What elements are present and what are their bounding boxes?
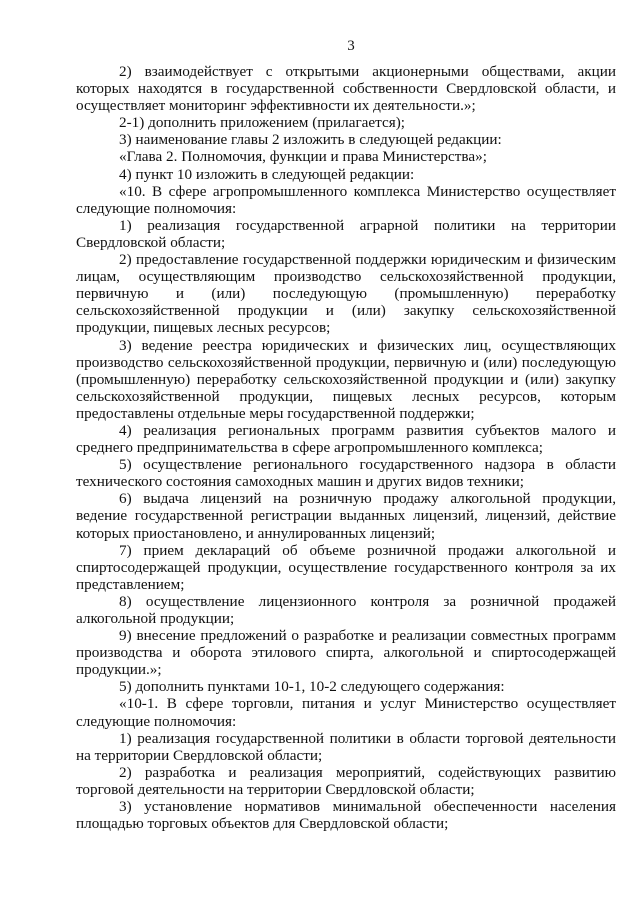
chapter-2-title: «Глава 2. Полномочия, функции и права Министерства»; xyxy=(119,148,487,166)
paragraph-2-1: 2-1) дополнить приложением (прилагается); xyxy=(119,114,405,132)
clause-10-1-item-1: 1) реализация государственной политики в области торговой деятельности на территории Свердловской области; xyxy=(76,729,616,764)
document-page xyxy=(76,38,616,832)
page-number: 3 xyxy=(347,38,355,54)
clause-10-item-1: 1) реализация государственной аграрной политики на территории Свердловской области; xyxy=(76,216,616,251)
clause-10-item-2: 2) предоставление государственной поддержки юридическим и физическим лицам, осуществляющим производство сельскохозяйственной продукции, первичную и (или) последующую (промышленную) переработку сельскохозяйственной продукции и (или) закупку сельскохозяйственной продукции, пищевых лесных ресурсов; xyxy=(76,251,616,337)
paragraph-3: 3) наименование главы 2 изложить в следующей редакции: xyxy=(119,131,502,149)
clause-10-item-5: 5) осуществление регионального государственного надзора в области технического состояния самоходных машин и других видов техники; xyxy=(76,456,616,491)
clause-10-item-4: 4) реализация региональных программ развития субъектов малого и среднего предпринимательства в сфере агропромышленного комплекса; xyxy=(76,421,616,457)
clause-10-1-item-3: 3) установление нормативов минимальной обеспеченности населения площадью торговых объектов для Свердловской области; xyxy=(76,798,616,833)
clause-10-intro: «10. В сфере агропромышленного комплекса Министерство осуществляет следующие полномочия: xyxy=(76,182,616,217)
clause-10-item-8: 8) осуществление лицензионного контроля за розничной продажей алкогольной продукции; xyxy=(76,592,616,627)
paragraph-2: 2) взаимодействует с открытыми акционерными обществами, акции которых находятся в государственной собственности Свердловской области, и осуществляет мониторинг эффективности их деятельности.»; xyxy=(76,63,616,115)
clause-10-item-7: 7) прием деклараций об объеме розничной продажи алкогольной и спиртосодержащей продукции, осуществление государственного контроля за их представлением; xyxy=(76,541,616,593)
clause-10-item-6: 6) выдача лицензий на розничную продажу алкогольной продукции, ведение государственной регистрации выданных лицензий, лицензий, действие которых приостановлено, и аннулированных лицензий; xyxy=(76,490,616,542)
paragraph-5: 5) дополнить пунктами 10-1, 10-2 следующего содержания: xyxy=(119,678,505,696)
document-body xyxy=(76,63,616,832)
clause-10-item-3: 3) ведение реестра юридических и физических лиц, осуществляющих производство сельскохозяйственной продукции, первичную и (или) последующую (промышленную) переработку сельскохозяйственной продукции и (или) закупку сельскохозяйственной продукции, пищевых лесных ресурсов, которым предоставлены отдельные меры государственной поддержки; xyxy=(76,336,616,422)
clause-10-1-intro: «10-1. В сфере торговли, питания и услуг Министерство осуществляет следующие полномочия: xyxy=(76,695,616,730)
clause-10-1-item-2: 2) разработка и реализация мероприятий, содействующих развитию торговой деятельности на территории Свердловской области; xyxy=(76,763,616,798)
clause-10-item-9: 9) внесение предложений о разработке и реализации совместных программ производства и оборота этилового спирта, алкогольной и спиртосодержащей продукции.»; xyxy=(76,627,616,679)
paragraph-4: 4) пункт 10 изложить в следующей редакции: xyxy=(119,165,415,183)
